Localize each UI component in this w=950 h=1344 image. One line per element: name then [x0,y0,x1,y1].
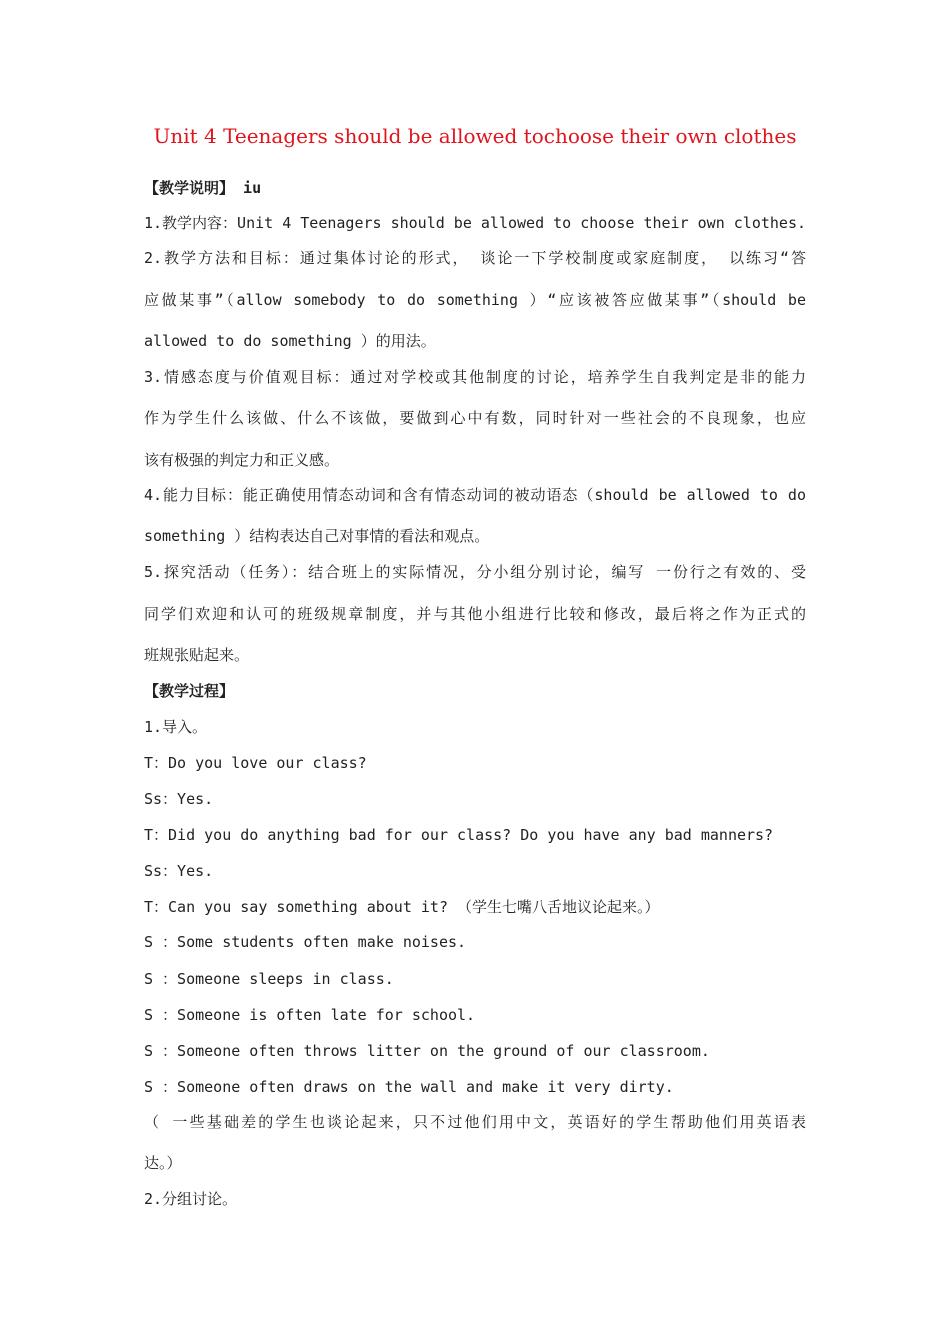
dialogue-line: Ss：Yes. [144,790,214,808]
heading-text: 【教学说明】 [144,179,235,197]
item-2-line-3: allowed to do something ）的用法。 [144,332,436,350]
item-4-line-2: something ）结构表达自己对事情的看法和观点。 [144,527,490,545]
item-2-line-1: 2.教学方法和目标：通过集体讨论的形式， 谈论一下学校制度或家庭制度， 以练习“答 [144,249,806,267]
dialogue-line: S ：Some students often make noises. [144,933,467,951]
step-2-group-discussion: 2.分组讨论。 [144,1190,238,1208]
dialogue-line: S ：Someone is often late for school. [144,1006,476,1024]
note-line-1: （ 一些基础差的学生也谈论起来，只不过他们用中文，英语好的学生帮助他们用英语表 [144,1113,806,1131]
dialogue-line: T：Did you do anything bad for our class? Do you have any bad manners? [144,826,774,844]
heading-tag: iu [234,179,262,197]
item-5-line-1: 5.探究活动（任务）：结合班上的实际情况，分小组分别讨论，编写 一份行之有效的、受 [144,563,806,581]
item-3-line-2: 作为学生什么该做、什么不该做，要做到心中有数，同时针对一些社会的不良现象，也应 [144,409,806,427]
item-5-line-2: 同学们欢迎和认可的班级规章制度，并与其他小组进行比较和修改，最后将之作为正式的 [144,605,806,623]
item-3-line-1: 3.情感态度与价值观目标：通过对学校或其他制度的讨论，培养学生自我判定是非的能力 [144,368,806,386]
item-4-line-1: 4.能力目标：能正确使用情态动词和含有情态动词的被动语态（should be allowed to do [144,486,806,504]
dialogue-line: S ：Someone sleeps in class. [144,970,394,988]
item-3-line-3: 该有极强的判定力和正义感。 [144,451,340,469]
dialogue-line: T：Do you love our class? [144,754,367,772]
step-1-intro: 1.导入。 [144,718,208,736]
dialogue-line: Ss：Yes. [144,862,214,880]
dialogue-line: S ：Someone often draws on the wall and make it very dirty. [144,1078,674,1096]
dialogue-line: T：Can you say something about it? （学生七嘴八舌地议论起来。） [144,898,660,916]
note-line-2: 达。） [144,1154,182,1172]
dialogue-line: S ：Someone often throws litter on the ground of our classroom. [144,1042,710,1060]
document-title: Unit 4 Teenagers should be allowed tochoose their own clothes [153,124,797,148]
item-5-line-3: 班规张贴起来。 [144,646,250,664]
section-heading-teaching-notes [144,177,806,199]
section-heading-teaching-process: 【教学过程】 [144,682,235,700]
item-2-line-2: 应做某事”（allow somebody to do something ）“应该被答应做某事”（should be [144,291,806,309]
item-1-content: 1.教学内容：Unit 4 Teenagers should be allowed to choose their own clothes. [144,214,807,232]
